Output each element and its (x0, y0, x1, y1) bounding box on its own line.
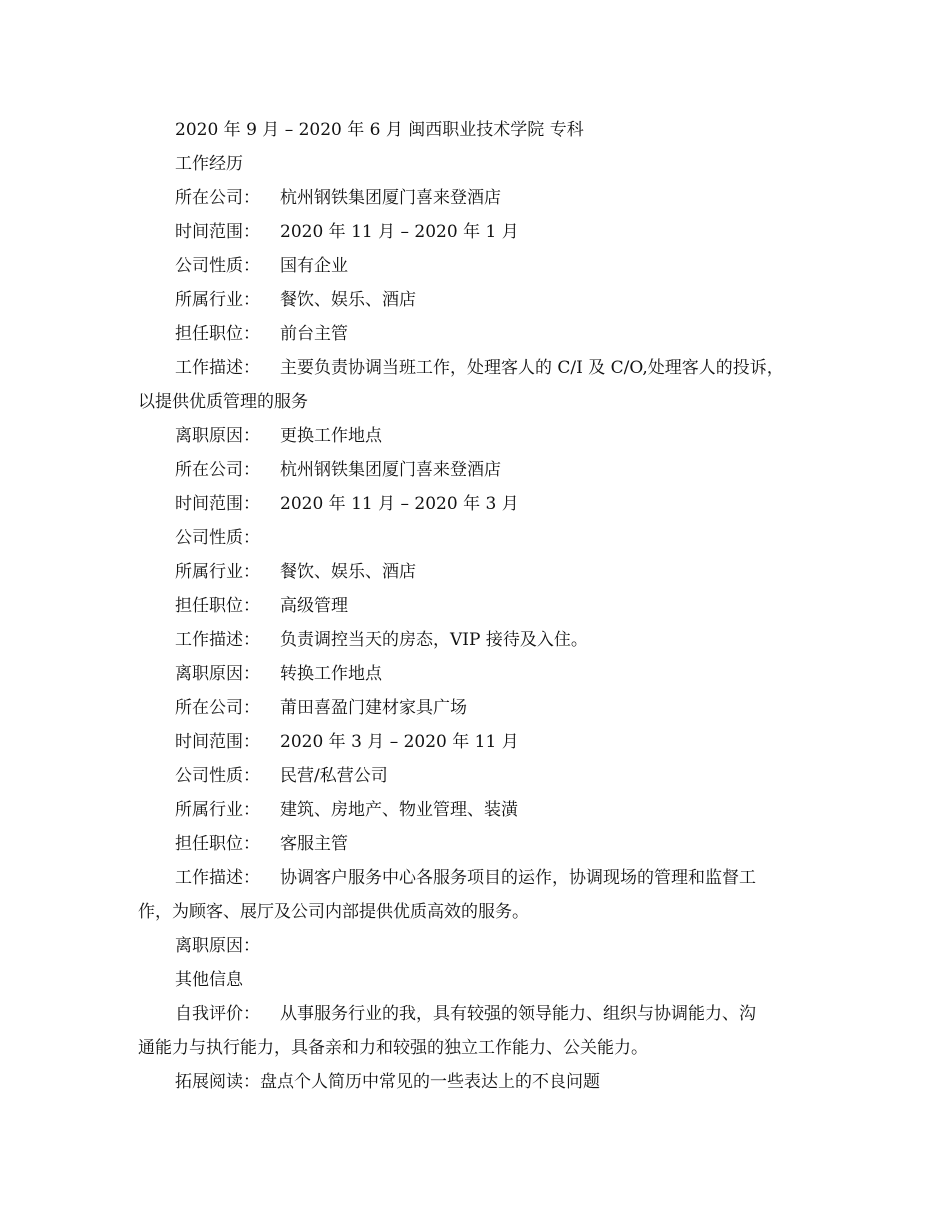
job3-period: 2020 年 3 月 – 2020 年 11 月 (280, 732, 519, 752)
nature-label: 公司性质： (175, 256, 260, 276)
job1-period: 2020 年 11 月 – 2020 年 1 月 (280, 222, 519, 242)
job2-company-row (138, 453, 855, 487)
job1-nature-row (138, 249, 855, 283)
job2-period-row (138, 487, 855, 521)
desc-label: 工作描述： (175, 630, 260, 650)
job1-desc-row (138, 351, 855, 385)
job1-period-row (138, 215, 855, 249)
job2-position-row (138, 589, 855, 623)
self-eval-line2: 通能力与执行能力，具备亲和力和较强的独立工作能力、公关能力。 (138, 1038, 648, 1058)
company-label: 所在公司： (175, 460, 260, 480)
job1-position: 前台主管 (280, 324, 348, 344)
company-label: 所在公司： (175, 698, 260, 718)
nature-label: 公司性质： (175, 528, 260, 548)
position-label: 担任职位： (175, 596, 260, 616)
education-line: 2020 年 9 月 – 2020 年 6 月 闽西职业技术学院 专科 (175, 120, 584, 140)
job2-period: 2020 年 11 月 – 2020 年 3 月 (280, 494, 519, 514)
job1-reason: 更换工作地点 (280, 426, 382, 446)
job1-desc-line2: 以提供优质管理的服务 (138, 392, 308, 412)
job2-reason-row (138, 657, 855, 691)
section-heading-work: 工作经历 (175, 154, 243, 174)
job3-desc-line2: 作，为顾客、展厅及公司内部提供优质高效的服务。 (138, 902, 529, 922)
job2-reason: 转换工作地点 (280, 664, 382, 684)
job2-desc-row (138, 623, 855, 657)
desc-label: 工作描述： (175, 868, 260, 888)
job2-industry-row (138, 555, 855, 589)
section-heading-other: 其他信息 (175, 970, 243, 990)
job2-position: 高级管理 (280, 596, 348, 616)
self-eval-label: 自我评价： (175, 1004, 260, 1024)
job2-industry: 餐饮、娱乐、酒店 (280, 562, 416, 582)
job2-nature-row (138, 521, 855, 555)
self-eval-row (138, 997, 855, 1031)
job3-company: 莆田喜盈门建材家具广场 (280, 698, 467, 718)
period-label: 时间范围： (175, 494, 260, 514)
position-label: 担任职位： (175, 834, 260, 854)
reason-label: 离职原因： (175, 426, 260, 446)
job2-desc-line1: 负责调控当天的房态，VIP 接待及入住。 (280, 630, 588, 650)
job1-desc-line1: 主要负责协调当班工作，处理客人的 C/I 及 C/O,处理客人的投诉， (280, 358, 784, 378)
job1-industry-row (138, 283, 855, 317)
nature-label: 公司性质： (175, 766, 260, 786)
reason-label: 离职原因： (175, 936, 260, 956)
job3-desc-row (138, 861, 855, 895)
job1-company-row (138, 181, 855, 215)
reason-label: 离职原因： (175, 664, 260, 684)
industry-label: 所属行业： (175, 290, 260, 310)
job3-nature-row (138, 759, 855, 793)
job3-period-row (138, 725, 855, 759)
job3-industry: 建筑、房地产、物业管理、装潢 (280, 800, 518, 820)
position-label: 担任职位： (175, 324, 260, 344)
job3-industry-row (138, 793, 855, 827)
job3-nature: 民营/私营公司 (280, 766, 388, 786)
desc-label: 工作描述： (175, 358, 260, 378)
extended-reading: 拓展阅读：盘点个人简历中常见的一些表达上的不良问题 (175, 1072, 600, 1092)
period-label: 时间范围： (175, 732, 260, 752)
job3-company-row (138, 691, 855, 725)
job1-company: 杭州钢铁集团厦门喜来登酒店 (280, 188, 501, 208)
period-label: 时间范围： (175, 222, 260, 242)
self-eval-line1: 从事服务行业的我，具有较强的领导能力、组织与协调能力、沟 (280, 1004, 756, 1024)
job3-reason-row (138, 929, 855, 963)
industry-label: 所属行业： (175, 800, 260, 820)
job1-nature: 国有企业 (280, 256, 348, 276)
company-label: 所在公司： (175, 188, 260, 208)
job3-position-row (138, 827, 855, 861)
job1-position-row (138, 317, 855, 351)
job3-desc-line1: 协调客户服务中心各服务项目的运作，协调现场的管理和监督工 (280, 868, 756, 888)
job2-company: 杭州钢铁集团厦门喜来登酒店 (280, 460, 501, 480)
job3-position: 客服主管 (280, 834, 348, 854)
job1-industry: 餐饮、娱乐、酒店 (280, 290, 416, 310)
job1-reason-row (138, 419, 855, 453)
industry-label: 所属行业： (175, 562, 260, 582)
